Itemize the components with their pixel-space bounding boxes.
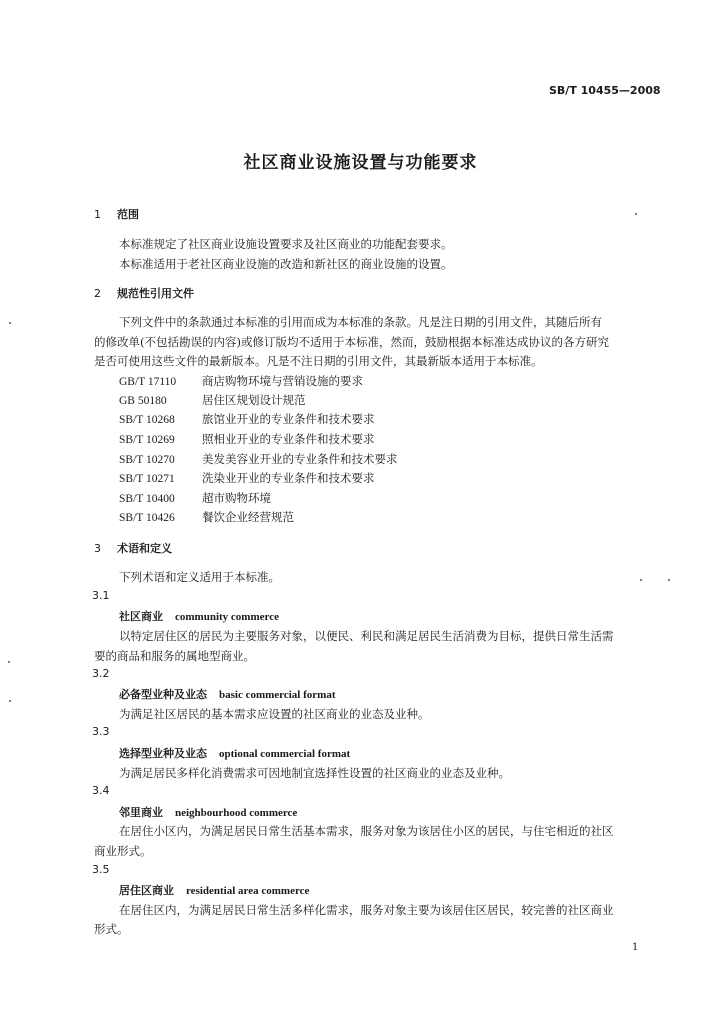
reference-item <box>119 431 375 447</box>
term-definition: 商业形式。 <box>94 844 152 858</box>
term-en: optional commercial format <box>219 748 351 760</box>
term-number: 3.3 <box>92 725 110 738</box>
reference-code: SB/T 10271 <box>119 473 175 485</box>
term-definition: 形式。 <box>94 922 129 936</box>
section-1-heading <box>94 206 139 222</box>
reference-item <box>119 373 363 389</box>
term-cn: 居住区商业 <box>119 884 174 897</box>
term-definition: 为满足居民多样化消费需求可因地制宜选择性设置的社区商业的业态及业种。 <box>119 766 510 780</box>
section-title: 规范性引用文件 <box>117 287 194 300</box>
term-heading <box>119 745 350 761</box>
term-definition: 为满足社区居民的基本需求应设置的社区商业的业态及业种。 <box>119 707 430 721</box>
paragraph: 是否可使用这些文件的最新版本。凡是不注日期的引用文件，其最新版本适用于本标准。 <box>94 354 543 368</box>
section-number: 1 <box>94 208 101 221</box>
section-2-heading <box>94 285 194 301</box>
page-title: 社区商业设施设置与功能要求 <box>243 153 478 173</box>
term-number: 3.4 <box>92 784 110 797</box>
section-number: 3 <box>94 542 101 555</box>
scan-speck <box>668 579 670 581</box>
scan-speck <box>640 579 642 581</box>
paragraph: 下列文件中的条款通过本标准的引用而成为本标准的条款。凡是注日期的引用文件，其随后所有 <box>119 315 602 329</box>
page-number: 1 <box>632 942 639 953</box>
reference-code: SB/T 10270 <box>119 454 175 466</box>
section-title: 范围 <box>117 208 139 221</box>
term-en: residential area commerce <box>186 885 310 897</box>
term-definition: 在居住区内，为满足居民日常生活多样化需求，服务对象主要为该居住区居民，较完善的社区商业 <box>119 903 614 917</box>
reference-title: 居住区规划设计规范 <box>202 393 306 407</box>
reference-item <box>119 451 398 467</box>
term-cn: 选择型业种及业态 <box>119 747 207 760</box>
reference-code: SB/T 10269 <box>119 434 175 446</box>
section-title: 术语和定义 <box>117 542 172 555</box>
term-number: 3.5 <box>92 863 110 876</box>
reference-item <box>119 509 294 525</box>
term-definition: 在居住小区内，为满足居民日常生活基本需求，服务对象为该居住小区的居民，与住宅相近的社区 <box>119 824 614 838</box>
term-en: community commerce <box>175 611 279 623</box>
reference-title: 旅馆业开业的专业条件和技术要求 <box>202 412 375 426</box>
term-cn: 邻里商业 <box>119 806 163 819</box>
term-cn: 社区商业 <box>119 610 163 623</box>
term-cn: 必备型业种及业态 <box>119 688 207 701</box>
section-3-heading <box>94 540 172 556</box>
term-number: 3.2 <box>92 667 110 680</box>
reference-item <box>119 411 375 427</box>
reference-item <box>119 470 375 486</box>
reference-title: 餐饮企业经营规范 <box>202 510 294 524</box>
reference-code: GB 50180 <box>119 395 167 407</box>
term-en: neighbourhood commerce <box>175 807 298 819</box>
term-definition: 要的商品和服务的属地型商业。 <box>94 649 255 663</box>
reference-title: 美发美容业开业的专业条件和技术要求 <box>202 452 398 466</box>
paragraph: 的修改单(不包括勘误的内容)或修订版均不适用于本标准，然而，鼓励根据本标准达成协议的各方研究 <box>94 335 609 349</box>
term-heading <box>119 608 279 624</box>
paragraph: 本标准适用于老社区商业设施的改造和新社区的商业设施的设置。 <box>119 257 453 271</box>
term-heading <box>119 686 335 702</box>
paragraph: 本标准规定了社区商业设施设置要求及社区商业的功能配套要求。 <box>119 237 453 251</box>
scan-speck <box>9 322 11 324</box>
term-en: basic commercial format <box>219 689 336 701</box>
term-heading <box>119 804 297 820</box>
section-number: 2 <box>94 287 101 300</box>
paragraph: 下列术语和定义适用于本标准。 <box>119 570 280 584</box>
reference-code: SB/T 10426 <box>119 512 175 524</box>
reference-title: 照相业开业的专业条件和技术要求 <box>202 432 375 446</box>
reference-title: 洗染业开业的专业条件和技术要求 <box>202 471 375 485</box>
reference-title: 商店购物环境与营销设施的要求 <box>202 374 363 388</box>
scan-speck <box>635 213 637 215</box>
reference-code: GB/T 17110 <box>119 376 177 388</box>
reference-code: SB/T 10400 <box>119 493 175 505</box>
reference-item <box>119 392 306 408</box>
reference-title: 超市购物环境 <box>202 491 271 505</box>
reference-code: SB/T 10268 <box>119 414 175 426</box>
scan-speck <box>8 661 10 663</box>
term-number: 3.1 <box>92 589 110 602</box>
term-heading <box>119 882 309 898</box>
reference-item <box>119 490 271 506</box>
term-definition: 以特定居住区的居民为主要服务对象，以便民、利民和满足居民生活消费为目标，提供日常生活需 <box>119 629 614 643</box>
scan-speck <box>9 700 11 702</box>
standard-code: SB/T 10455—2008 <box>549 84 661 97</box>
